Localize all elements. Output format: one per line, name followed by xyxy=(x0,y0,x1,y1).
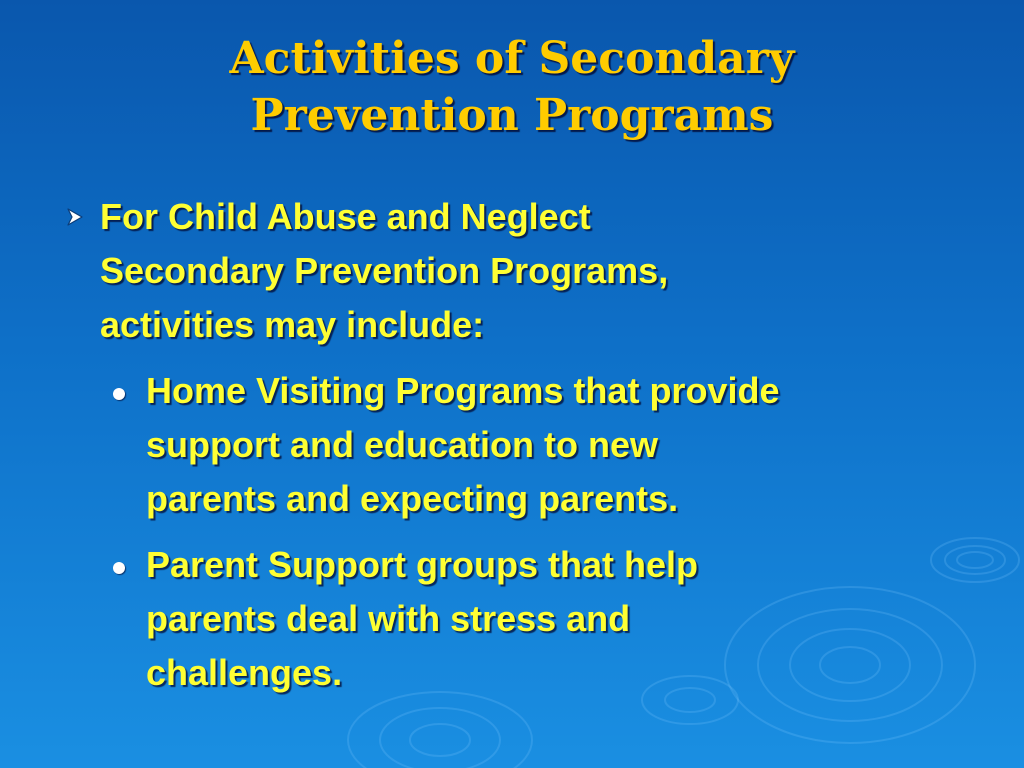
bullet-line: activities may include: xyxy=(100,304,485,345)
sub-bullet-line: support and education to new xyxy=(146,424,658,465)
sub-bullet-text xyxy=(146,364,970,526)
sub-bullet-line: Home Visiting Programs that provide xyxy=(146,370,780,411)
title-line: Prevention Programs xyxy=(250,90,774,141)
bullet-text xyxy=(100,190,864,352)
sub-bullet-text xyxy=(146,538,970,700)
bullet-line: For Child Abuse and Neglect xyxy=(100,196,591,237)
bullet-line: Secondary Prevention Programs, xyxy=(100,250,669,291)
bullet-item xyxy=(64,190,864,352)
sub-bullet-line: parents deal with stress and xyxy=(146,598,631,639)
sub-bullet-line: challenges. xyxy=(146,652,343,693)
arrow-bullet-icon xyxy=(64,206,86,228)
slide-title xyxy=(0,30,1024,144)
sub-bullet-item xyxy=(110,364,970,526)
sub-bullet-item xyxy=(110,538,970,700)
sub-bullet-line: parents and expecting parents. xyxy=(146,478,679,519)
round-bullet-icon xyxy=(113,388,125,400)
round-bullet-icon xyxy=(113,562,125,574)
sub-bullet-line: Parent Support groups that help xyxy=(146,544,699,585)
title-line: Activities of Secondary xyxy=(229,33,795,84)
